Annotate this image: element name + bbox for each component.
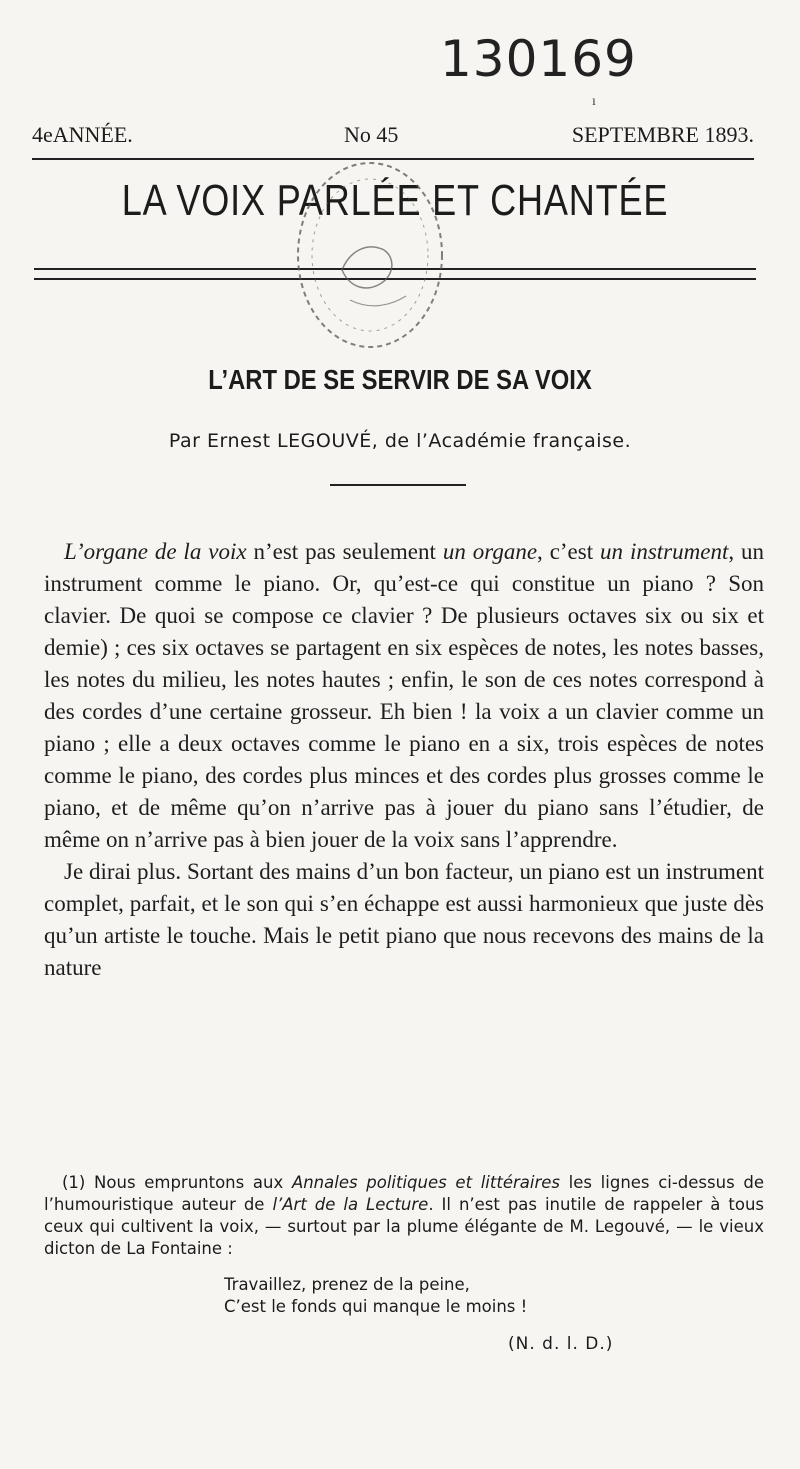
- issue-number: No 45: [344, 122, 399, 147]
- text-run: , un instrument comme le piano. Or, qu’est-ce qui constitue un piano ? Son clavier. De quoi se compose ce clavier ? De plusieurs octaves six ou six et demie) ; ces six octaves se partagent en six espèces de notes, les notes basses, les notes du milieu, les notes hautes ; enfin, le son de ces notes correspond à des cordes d’une certaine grosseur. Eh bien ! la voix a un clavier comme un piano ; elle a deux octaves comme le piano en a six, trois espèces de notes comme le piano, des cordes plus minces et des cordes plus grosses comme le piano, et de même qu’on n’arrive pas à jouer du piano sans l’étudier, de même on n’arrive pas à bien jouer de la voix sans l’apprendre.: [44, 539, 765, 852]
- footnote: [44, 1172, 764, 1260]
- text-run: . Il n’est pas inutile de rappeler à tous ceux qui cultivent la voix, — surtout par la plume élégante de M. Legouvé, — le vieux dicton de La Fontaine :: [44, 1195, 765, 1258]
- italic-phrase: un organe: [442, 539, 538, 564]
- article-title: L’ART DE SE SERVIR DE SA VOIX: [208, 364, 592, 395]
- italic-phrase: L’organe de la voix: [64, 539, 247, 564]
- year-label: 4eANNÉE.: [32, 122, 133, 147]
- editorial-signature: (N. d. l. D.): [508, 1334, 614, 1354]
- issue-date: SEPTEMBRE 1893.: [571, 122, 754, 147]
- pencil-mark: ı: [592, 94, 596, 109]
- text-run: les lignes ci-dessus de l’humouristique auteur de: [44, 1173, 764, 1214]
- italic-title: l’Art de la Lecture: [272, 1195, 429, 1214]
- article-body: [44, 536, 764, 984]
- paragraph-2: Je dirai plus. Sortant des mains d’un bon facteur, un piano est un instrument complet, parfait, et le son qui s’en échappe est aussi harmonieux que juste dès qu’un artiste le touche. Mais le petit piano que nous recevons des mains de la nature: [44, 859, 764, 980]
- italic-title: Annales politiques et littéraires: [291, 1173, 560, 1192]
- library-seal-stamp: [280, 150, 460, 360]
- italic-phrase: un instrument: [600, 539, 729, 564]
- text-run: , c’est: [537, 539, 601, 564]
- paragraph-1: [44, 536, 764, 856]
- text-run: (1) Nous empruntons aux: [62, 1173, 292, 1192]
- quoted-verse: [224, 1274, 527, 1318]
- article-byline: Par Ernest LEGOUVÉ, de l’Académie française.: [168, 430, 632, 452]
- title-separator: [330, 484, 466, 486]
- journal-masthead: LA VOIX PARLÉE ET CHANTÉE: [121, 176, 669, 225]
- verse-line-1: Travaillez, prenez de la peine,: [224, 1275, 470, 1294]
- accession-stamp-number: 130169: [440, 30, 637, 88]
- verse-line-2: C’est le fonds qui manque le moins !: [224, 1297, 528, 1316]
- text-run: n’est pas seulement: [246, 539, 443, 564]
